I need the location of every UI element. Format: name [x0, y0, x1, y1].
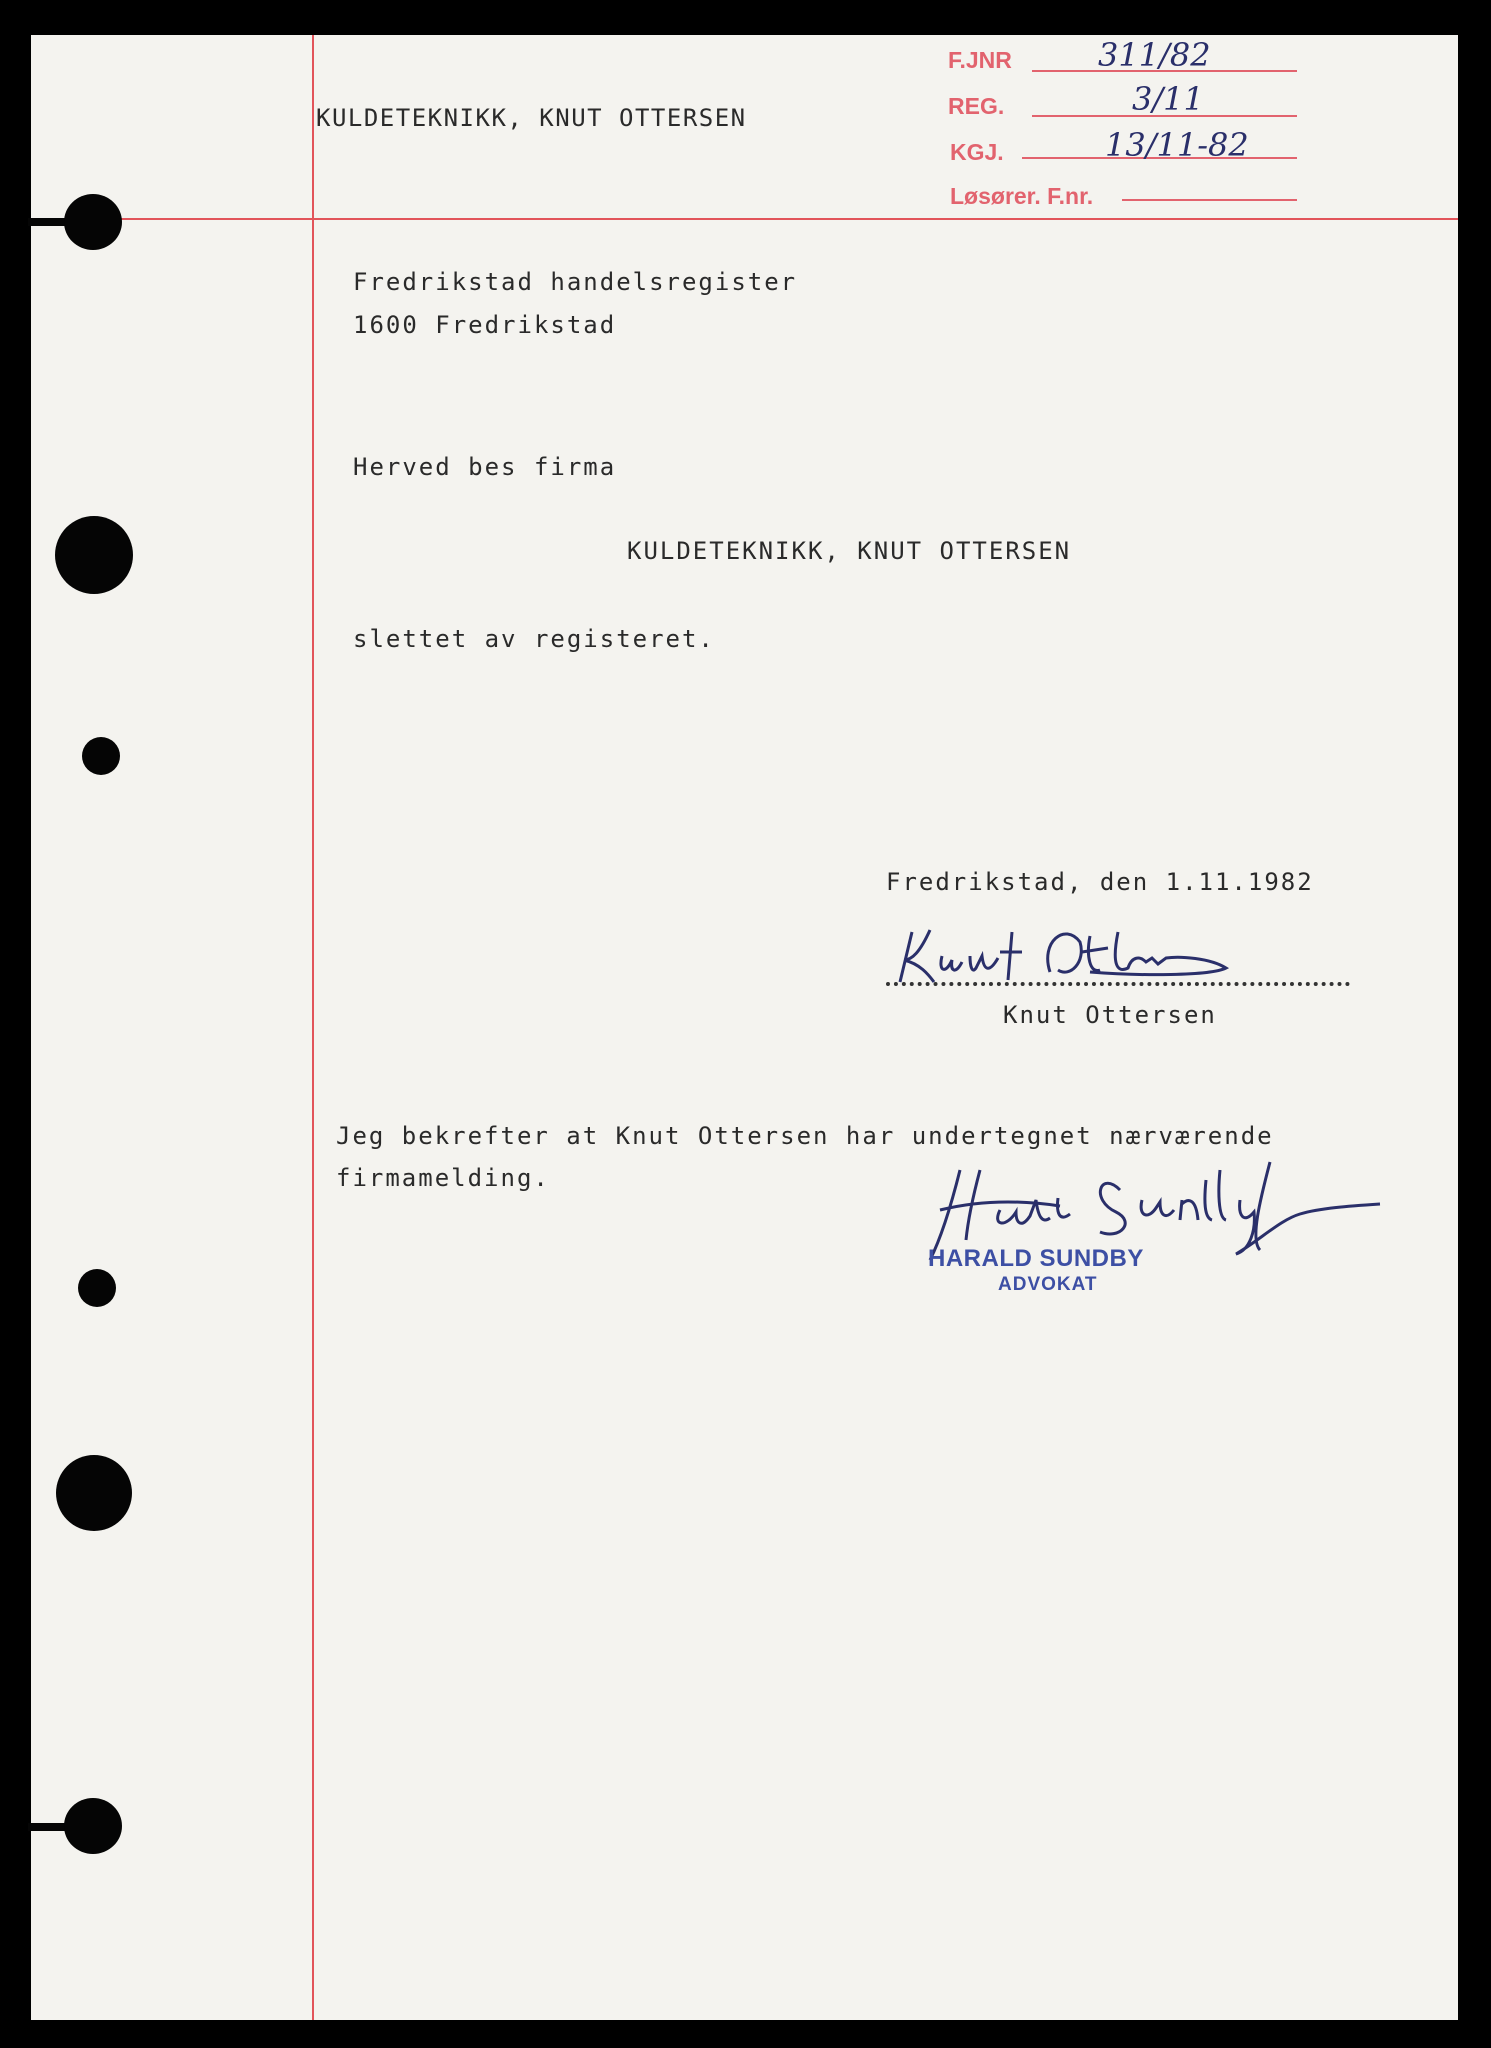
punch-hole: [78, 1269, 116, 1307]
punch-hole: [64, 1798, 122, 1854]
confirmation-line-2: firmamelding.: [336, 1164, 550, 1192]
signatory-name: Knut Ottersen: [1003, 1001, 1217, 1029]
company-name: KULDETEKNIKK, KNUT OTTERSEN: [627, 537, 1072, 565]
stamp-kgj-label: KGJ.: [950, 139, 1004, 165]
recipient-line-1: Fredrikstad handelsregister: [353, 268, 798, 296]
margin-line-vertical: [312, 35, 314, 2020]
stamp-losorer-line: [1122, 199, 1297, 201]
lawyer-stamp-title: ADVOKAT: [998, 1274, 1098, 1295]
margin-line-horizontal: [31, 218, 1458, 220]
signature-knut-ottersen: [890, 912, 1230, 992]
body-line-1: Herved bes firma: [353, 453, 617, 481]
recipient-line-2: 1600 Fredrikstad: [353, 311, 617, 339]
punch-hole: [82, 737, 120, 775]
stamp-reg-value: 3/11: [1132, 80, 1204, 118]
stamp-fjnr-label: F.JNR: [948, 47, 1012, 73]
stamp-fjnr-value: 311/82: [1098, 36, 1211, 74]
punch-hole: [55, 516, 133, 594]
lawyer-stamp-name: HARALD SUNDBY: [928, 1245, 1144, 1272]
document-page: [31, 35, 1458, 2020]
stamp-losorer-label: Løsører. F.nr.: [950, 183, 1094, 209]
confirmation-line-1: Jeg bekrefter at Knut Ottersen har undertegnet nærværende: [336, 1122, 1274, 1150]
stamp-kgj-value: 13/11-82: [1105, 126, 1249, 164]
letterhead: KULDETEKNIKK, KNUT OTTERSEN: [316, 104, 747, 132]
stamp-reg-label: REG.: [948, 93, 1005, 119]
punch-hole: [64, 194, 122, 250]
date-line: Fredrikstad, den 1.11.1982: [886, 868, 1314, 896]
punch-hole: [56, 1455, 132, 1531]
body-line-2: slettet av registeret.: [353, 625, 715, 653]
